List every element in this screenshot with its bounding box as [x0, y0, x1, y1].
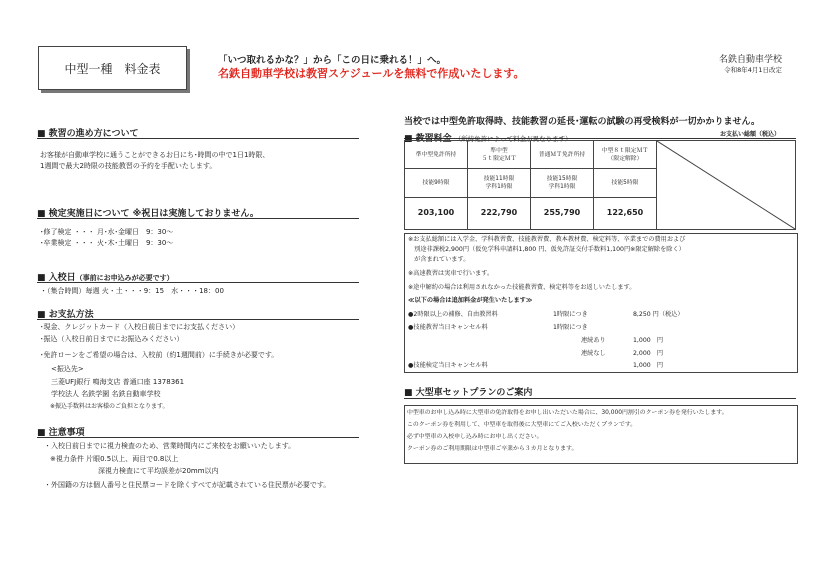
fee-price-cell: 122,650 — [594, 197, 657, 229]
fee-notes-box — [404, 233, 798, 373]
extra-fee-unit: 1時限につき — [553, 324, 588, 331]
set-plan-line: このクーポン券を利用して、中型車を取得後に大型車にてご入校いただくプランです。 — [407, 422, 637, 428]
extra-fee-label: ●技能検定当日キャンセル料 — [408, 362, 488, 369]
extra-fee-amount: 1,000 円 — [633, 337, 664, 344]
payment-line-7: ※振込手数料はお客様のご負担となります。 — [44, 403, 169, 410]
fee-hours-cell: 技能15時限 学科1時限 — [531, 169, 594, 197]
payment-line-1: ･現金、クレジットカード（入校日前日までにお支払ください） — [40, 323, 240, 331]
fee-price-cell: 255,790 — [531, 197, 594, 229]
fee-price-cell: 203,100 — [405, 197, 468, 229]
caution-line-2: ※視力条件 片眼0.5以上、両目で0.8以上 — [50, 455, 179, 463]
set-plan-line: クーポン券のご利用期限は中型車ご卒業から３カ月となります。 — [407, 446, 578, 452]
extra-fee-label: ●2時限以上の補修、自由教習料 — [408, 311, 498, 318]
school-name: 名鉄自動車学校 — [718, 55, 782, 65]
flow-line-1: お客様が自動車学校に通うことができるお日にち･時間の中で1日1時限、 — [40, 151, 270, 159]
caution-line-1: ・入校日前日までに視力検査のため、営業時間内にご来校をお願いいたします。 — [44, 442, 296, 450]
fee-note-line: ※高速教習は実車で行います。 — [408, 270, 494, 277]
fee-header-cell: 準中型免許所持 — [405, 141, 468, 169]
set-plan-box — [404, 405, 798, 464]
extra-fee-unit: 連続あり — [581, 337, 606, 344]
extra-fee-unit: 連続なし — [581, 350, 606, 357]
payment-total-label: お支払い総額（税込） — [719, 131, 780, 138]
extra-fee-amount: 1,000 円 — [633, 362, 664, 369]
fee-note-line: が含まれています。 — [408, 256, 470, 263]
fee-hours-cell: 技能5時限 — [594, 169, 657, 197]
diagonal-line — [657, 141, 795, 229]
payment-line-6: 学校法人 名鉄学園 名鉄自動車学校 — [44, 390, 161, 398]
extra-fee-amount: 8,250 円（税込） — [633, 311, 684, 318]
payment-line-3: ･免許ローンをご希望の場合は、入校前（約1週間前）に手続きが必要です。 — [40, 351, 279, 359]
fee-empty-cell — [657, 141, 796, 230]
caution-line-3: 深視力検査にて平均誤差が20mm以内 — [98, 467, 219, 475]
caution-section-title: ■ 注意事項 — [37, 425, 359, 438]
fee-note-line: 別途非課税2,900円（仮免学科申請料1,800 円、仮免許証交付手数料1,100円※限定解除を除く） — [408, 246, 685, 253]
set-plan-line: 必ず中型車の入校申し込み時にお申し出ください。 — [407, 434, 543, 440]
exam-section-title: ■ 検定実施日について ※祝日は実施しておりません。 — [37, 206, 359, 219]
fee-hours-cell: 技能11時限 学科1時限 — [468, 169, 531, 197]
fee-table — [404, 140, 796, 230]
fee-title-text: ■ 教習料金 — [404, 134, 452, 144]
extra-fee-unit: 1時限につき — [553, 311, 588, 318]
payment-line-2: ･振込（入校日前日までにお振込みください） — [40, 335, 184, 343]
caution-line-4: ・外国籍の方は個人番号と住民票コードを除くすべてが記載されている住民票が必要です。 — [44, 481, 331, 489]
flow-section-title: ■ 教習の進め方について — [37, 126, 359, 139]
revision-date: 令和8年4月1日改定 — [724, 66, 782, 74]
exam-line-2: ･卒業検定 ・・・ 火･木･土曜日 9：30～ — [40, 239, 174, 247]
set-plan-line: 中型車のお申し込み時に大型車の免許取得をお申し出いただいた場合に、30,000円割引のクーポン券を発行いたします。 — [407, 410, 728, 416]
set-plan-title: ■ 大型車セットプランのご案内 — [404, 385, 796, 399]
admission-title-text: ■ 入校日 — [37, 273, 76, 283]
fee-hours-cell: 技能9時限 — [405, 169, 468, 197]
free-retest-notice: 当校では中型免許取得時、技能教習の延長･運転の試験の再受検料が一切かかりません。 — [404, 117, 761, 127]
fee-note-line: ※途中解約の場合は利用されなかった技能教習費、検定料等をお返しいたします。 — [408, 284, 636, 291]
fee-price-cell: 222,790 — [468, 197, 531, 229]
admission-line-1: ・（集合時間）毎週 火・土・・・9：15 水・・・18：00 — [40, 287, 224, 295]
fee-header-cell: 普通ＭＴ免許所持 — [531, 141, 594, 169]
flow-line-2: 1週間で最大2時限の技能教習の予約を手配いたします。 — [40, 162, 217, 170]
payment-line-4: <振込先> — [44, 365, 84, 373]
fee-header-cell: 準中型 ５ｔ限定ＭＴ — [468, 141, 531, 169]
exam-line-1: ･修了検定 ・・・ 月･水･金曜日 9：30～ — [40, 228, 174, 236]
extra-fee-title: ≪以下の場合は追加料金が発生いたします≫ — [408, 297, 533, 304]
admission-title-sub: （事前にお申込みが必要です） — [75, 274, 174, 282]
payment-line-5: 三菱UFJ銀行 鳴海支店 普通口座 1378361 — [44, 378, 185, 386]
header-headline: 名鉄自動車学校は教習スケジュールを無料で作成いたします。 — [218, 67, 525, 80]
payment-section-title: ■ お支払方法 — [37, 307, 359, 320]
fee-header-cell: 中型８ｔ限定ＭＴ （限定解除） — [594, 141, 657, 169]
admission-section-title — [37, 270, 359, 283]
extra-fee-label: ●技能教習当日キャンセル料 — [408, 324, 488, 331]
page-title: 中型一種 料金表 — [38, 46, 187, 90]
fee-note-line: ※お支払総額には入学金、学科教習費、技能教習費、教本教材費、検定料等、卒業までの費用および — [408, 236, 686, 243]
header-tagline: 「いつ取れるかな？」から「この日に乗れる！」へ。 — [218, 55, 447, 66]
fee-title-sub: （所持免許によって料金が異なります） — [454, 135, 572, 143]
extra-fee-amount: 2,000 円 — [633, 350, 664, 357]
